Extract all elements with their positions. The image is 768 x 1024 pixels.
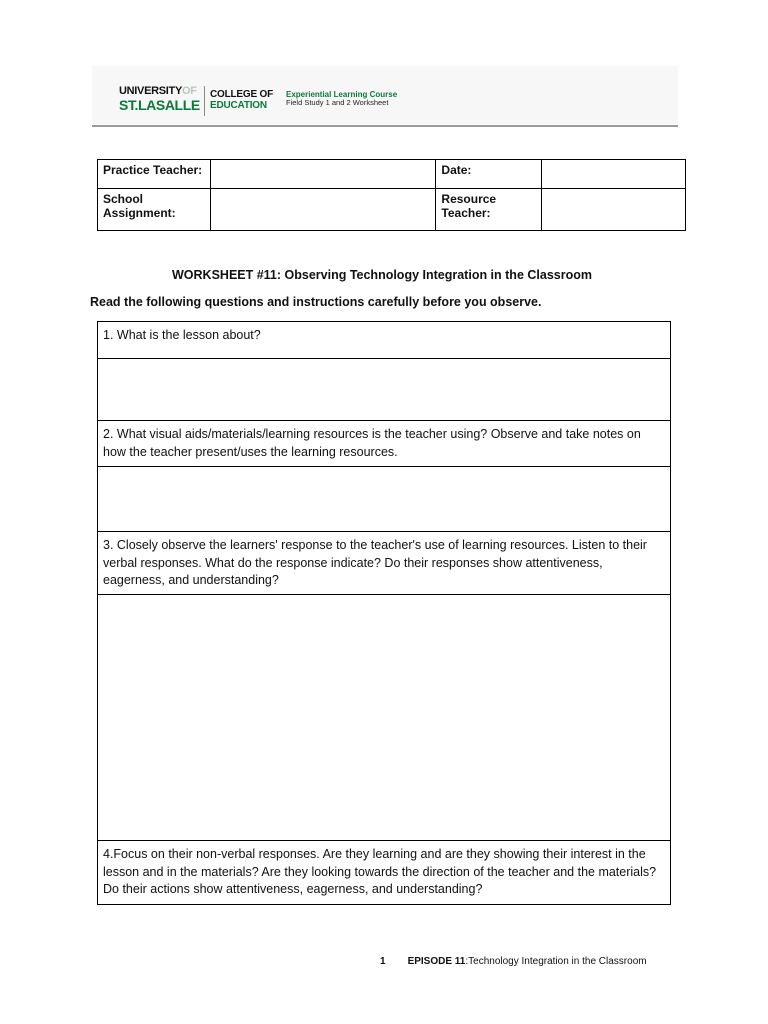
school-assignment-label: School Assignment: [98, 189, 211, 231]
logo-stlasalle-text: ST.LASALLE [119, 97, 200, 113]
info-table [97, 159, 686, 231]
episode-title: :Technology Integration in the Classroom [465, 956, 647, 967]
date-label: Date: [436, 160, 542, 189]
practice-teacher-field[interactable] [210, 160, 435, 189]
instructions-text: Read the following questions and instructions carefully before you observe. [90, 295, 542, 309]
logo-education-text: EDUCATION [210, 99, 267, 111]
resource-teacher-field[interactable] [542, 189, 686, 231]
page-footer [380, 956, 647, 967]
question-3: 3. Closely observe the learners' response to the teacher's use of learning resources. Listen to their verbal responses. What do the response indicate? Do their responses show attentiveness, eagerness, and understanding? [98, 532, 670, 595]
logo-college-text: COLLEGE OF [210, 89, 274, 100]
university-logo [119, 86, 200, 112]
logo-university-text: UNIVERSITY [119, 85, 183, 97]
questions-table [97, 321, 671, 905]
course-heading [286, 90, 397, 108]
course-title: Experiential Learning Course [286, 90, 398, 99]
episode-label: EPISODE 11 [407, 956, 466, 967]
header-banner [92, 66, 678, 124]
practice-teacher-label: Practice Teacher: [98, 160, 211, 189]
course-subtitle: Field Study 1 and 2 Worksheet [286, 98, 389, 108]
worksheet-title: WORKSHEET #11: Observing Technology Integration in the Classroom [172, 268, 592, 282]
question-2: 2. What visual aids/materials/learning resources is the teacher using? Observe and take notes on how the teacher present/uses the learning resources. [98, 421, 670, 467]
page-number: 1 [380, 956, 386, 967]
header-rule [92, 125, 678, 127]
answer-3-field[interactable] [98, 595, 670, 841]
logo-divider [204, 86, 205, 116]
answer-1-field[interactable] [98, 359, 670, 421]
school-assignment-field[interactable] [210, 189, 435, 231]
question-4: 4.Focus on their non-verbal responses. Are they learning and are they showing their interest in the lesson and in the materials? Are they looking towards the direction of the teacher and the materials? Do their actions show attentiveness, eagerness, and understanding? [103, 847, 657, 896]
date-field[interactable] [542, 160, 686, 189]
answer-2-field[interactable] [98, 467, 670, 532]
question-1: 1. What is the lesson about? [98, 322, 670, 359]
college-logo [210, 90, 273, 111]
logo-of-text: OF [182, 85, 197, 97]
resource-teacher-label: Resource Teacher: [436, 189, 542, 231]
